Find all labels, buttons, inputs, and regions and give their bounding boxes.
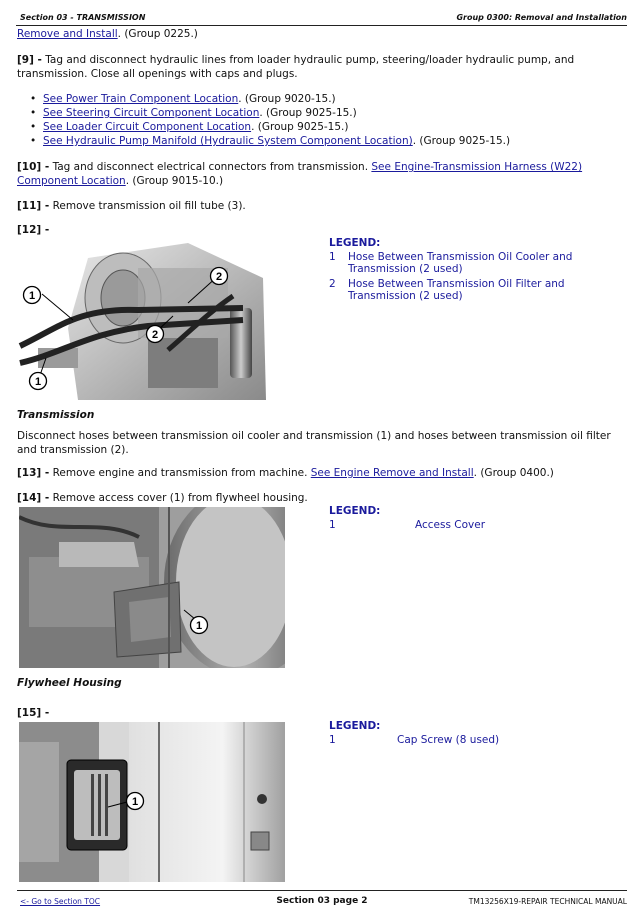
callout-1-bottom: [30, 373, 47, 390]
legend-step-15: [329, 720, 643, 746]
legend-title: LEGEND:: [329, 720, 381, 732]
legend-row: 1 Cap Screw (8 used): [329, 733, 500, 746]
svg-text:1: 1: [34, 376, 42, 388]
step-12: [17, 224, 627, 238]
svg-text:1: 1: [195, 620, 203, 632]
step-number: [13] -: [17, 467, 50, 479]
step-text: Tag and disconnect hydraulic lines from loader hydraulic pump, steering/loader hydraulic pump, and transmission. Close all openings with caps and plugs.: [17, 54, 575, 80]
power-train-location-link[interactable]: See Power Train Component Location: [43, 93, 239, 105]
legend-title: LEGEND:: [329, 237, 381, 249]
callout-2-center: [147, 326, 164, 343]
flywheel-housing-illustration: [19, 507, 285, 668]
cap-screw-illustration: [19, 722, 285, 882]
group-title: Group 0300: Removal and Installation: [456, 13, 627, 22]
section-title: Section 03 - TRANSMISSION: [20, 13, 146, 22]
step-number: [12] -: [17, 224, 50, 236]
step-15: [17, 707, 627, 721]
list-item: • See Hydraulic Pump Manifold (Hydraulic System Component Location). (Group 9025-15.): [30, 134, 510, 148]
legend-row: 2 Hose Between Transmission Oil Filter and Transmission (2 used): [329, 277, 565, 302]
document-title: TM13256X19-REPAIR TECHNICAL MANUAL: [468, 897, 627, 906]
page-header: [16, 10, 627, 26]
svg-text:2: 2: [151, 329, 159, 341]
callout-1-top: [24, 287, 41, 304]
transmission-illustration: [18, 238, 268, 400]
step-10: [10] - Tag and disconnect electrical connectors from transmission. See Engine-Transmission Harness (W22) Component Location. (Group 9015-10.): [17, 161, 583, 187]
step-13: [13] - Remove engine and transmission from machine. See Engine Remove and Install. (Group 0400.): [17, 467, 554, 479]
step-number: [15] -: [17, 707, 50, 719]
remove-install-link[interactable]: Remove and Install: [17, 28, 118, 40]
callout-1: [191, 617, 208, 634]
list-item: • See Loader Circuit Component Location. (Group 9025-15.): [30, 120, 510, 134]
figure-caption-flywheel-housing: Flywheel Housing: [17, 677, 122, 689]
legend-row: 1 Hose Between Transmission Oil Cooler and Transmission (2 used): [329, 250, 573, 275]
steering-circuit-location-link[interactable]: See Steering Circuit Component Location: [43, 107, 260, 119]
svg-text:1: 1: [28, 290, 36, 302]
svg-text:2: 2: [215, 271, 223, 283]
step-number: [14] -: [17, 492, 50, 504]
svg-text:1: 1: [131, 796, 139, 808]
figure-caption-transmission: Transmission: [17, 409, 95, 421]
cap-screw-figure: [19, 722, 285, 882]
page-footer: [17, 890, 627, 910]
legend-title: LEGEND:: [329, 505, 381, 517]
list-item: • See Power Train Component Location. (Group 9020-15.): [30, 92, 510, 106]
harness-location-link[interactable]: See Engine-Transmission Harness (W22) Component Location: [17, 161, 583, 187]
callout-2-right: [211, 268, 228, 285]
list-item: • See Steering Circuit Component Location. (Group 9025-15.): [30, 106, 510, 120]
legend-step-12: [329, 237, 623, 303]
callout-1: [127, 793, 144, 810]
transmission-figure: [18, 238, 268, 400]
intro-paragraph: Remove and Install. (Group 0225.): [17, 28, 198, 40]
legend-row: 1 Access Cover: [329, 518, 486, 531]
step-11: [11] - Remove transmission oil fill tube (3).: [17, 200, 246, 212]
step-14: [14] - Remove access cover (1) from flywheel housing.: [17, 492, 308, 504]
legend-step-14: [329, 505, 643, 531]
loader-circuit-location-link[interactable]: See Loader Circuit Component Location: [43, 121, 252, 133]
step-12-body: Disconnect hoses between transmission oil cooler and transmission (1) and hoses between transmission oil filter and transmission (2).: [17, 430, 611, 456]
hydraulic-pump-manifold-link[interactable]: See Hydraulic Pump Manifold (Hydraulic System Component Location): [43, 135, 413, 147]
step-number: [10] -: [17, 161, 50, 173]
section-toc-link[interactable]: <- Go to Section TOC: [20, 897, 101, 906]
page-number: Section 03 page 2: [276, 896, 368, 906]
step-number: [9] -: [17, 54, 42, 66]
step-number: [11] -: [17, 200, 50, 212]
engine-remove-install-link[interactable]: See Engine Remove and Install: [310, 467, 474, 479]
reference-list: [30, 92, 510, 148]
step-9: [17, 54, 627, 81]
flywheel-housing-figure: [19, 507, 285, 668]
